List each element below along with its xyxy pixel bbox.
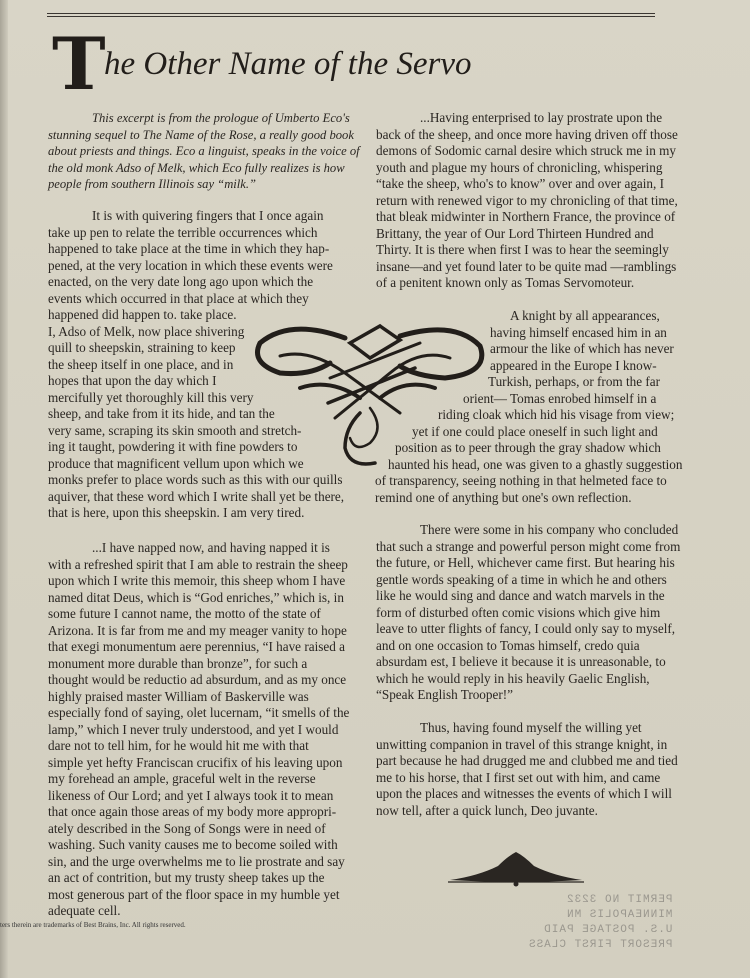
text-line: lamp,” which I never truly understood, and yet I would [48,721,339,737]
text-line: ately described in the Song of Songs were in need of [48,820,326,836]
text-line: happened to take place at the time in which they hap- [48,241,330,256]
text-line: that such a strange and powerful person might come from [376,538,681,554]
text-line: the future, or Hell, whichever came first. But hearing his [376,555,675,570]
text-line: armour the like of which has never [490,341,674,356]
text-line: thought would be reductio ad absurdum, and as my once [48,672,347,687]
text-line: part because he had drugged me and clubbed me and tied [376,753,678,768]
text-line: Thirty. It is there when first I was to hear the seemingly [376,242,669,257]
text-line: Thus, having found myself the willing yet [420,720,642,735]
intro-line: stunning sequel to The Name of the Rose, a really good book [48,127,354,142]
text-line: quill to sheepskin, straining to keep [48,340,236,355]
text-line: Brittany, the year of Our Lord Thirteen Hundred and [376,225,654,241]
stamp-line: PRESORT FIRST CLASS [528,939,673,951]
text-line: Arizona. It is far from me and my meager vanity to hope [48,622,347,638]
text-line: named ditat Deus, which is “God enriches,” which is, in [48,589,344,605]
text-line: that exegi monumentum aere perennius, “I have raised a [48,639,345,654]
text-line: enacted, on the very date long ago upon which the [48,274,314,289]
stamp-line: U.S. POSTAGE PAID [543,924,673,936]
scan-edge [0,0,8,978]
text-line: haunted his head, one was given to a ghastly suggestion [388,456,683,472]
text-line: sin, and the urge overwhelms me to lie prostrate and say [48,853,345,869]
celtic-knot-ornament [250,318,500,468]
text-line: pened, at the very location in which these events were [48,257,333,273]
text-line: that bleak midwinter in Northern France, the province of [376,209,676,224]
text-line: form of disturbed often comic visions which give him [376,604,661,620]
text-line: likeness of Our Lord; and yet I always took it to mean [48,787,334,803]
text-line: simple yet hefty Franciscan crucifix of his leaving upon [48,754,343,770]
text-line: like he would sing and dance and watch marvels in the [376,588,665,603]
intro-line: about priests and things. Eco a linguist, speaks in the voice of [48,144,360,158]
intro-line: people from southern Illinois say “milk.” [48,177,257,191]
text-line: mercifully yet thoroughly kill this very [48,389,254,405]
text-line: remind one of anything but one's own reflection. [375,489,632,505]
intro-line: This excerpt is from the prologue of Umberto Eco's [92,111,350,125]
text-line: A knight by all appearances, [510,308,660,323]
text-line: Turkish, perhaps, or from the far [488,374,661,389]
text-line: position as to peer through the gray shadow which [395,440,661,455]
text-line: upon which I write this memoir, this sheep whom I have [48,573,346,588]
text-line: unwitting companion in travel of this strange knight, in [376,736,668,752]
text-line: some future I cannot name, the motto of the state of [48,606,321,621]
text-line: adequate cell. [48,903,121,918]
text-line: especially fond of saying, olet lucernam, “it smells of the [48,705,350,720]
text-line: events which occurred in that place at which they [48,290,309,306]
floral-ornament [448,852,584,888]
text-line: I, Adso of Melk, now place shivering [48,323,245,339]
text-line: “Speak English Trooper!” [376,687,513,702]
text-line: having himself encased him in an [490,324,667,340]
text-line: aquiver, that these word which I write shall yet be there, [48,488,345,504]
text-line: and on one occasion to Tomas himself, credo quia [376,637,640,653]
text-line: appeared in the Europe I know- [490,357,657,373]
text-line: youth and plague my hours of chronicling, whispering [376,159,663,175]
text-line: most generous part of the floor space in my humble yet [48,886,340,902]
postage-indicia-bleedthrough [528,893,672,953]
text-line: of transparency, seeing nothing in that helmeted face to [375,473,667,488]
text-line: with a refreshed spirit that I am able to restrain the sheep [48,556,348,572]
text-line: sheep, and take from it its hide, and tan the [48,406,275,421]
text-line: me to his horse, that I first set out with him, and came [376,769,661,785]
text-line: ing it taught, powdering it with fine powders to [48,439,298,454]
text-line: highly praised master William of Baskerville was [48,688,309,704]
text-line: an act of contrition, but my trusty sheep takes up the [48,870,325,885]
text-line: my forehead an ample, graceful welt in the reverse [48,771,316,786]
trademark-footer: ters therein are trademarks of Best Brains, Inc. All rights reserved. [0,921,186,929]
text-line: return with renewed vigor to my chronicling of that time, [376,192,678,208]
text-line: produce that magnificent vellum upon which we [48,455,304,471]
text-line: ...Having enterprised to lay prostrate upon the [420,110,663,125]
title-text: he Other Name of the Servo [104,46,472,82]
text-line: leave to utter flights of fancy, I could only say to myself, [376,621,676,636]
stamp-line: PERMIT NO 3232 [566,894,673,906]
text-line: that is here, upon this sheepskin. I am very tired. [48,505,305,520]
text-line: monument more durable than bronze”, for such a [48,655,308,671]
text-line: riding cloak which hid his visage from view; [438,407,675,422]
stamp-line: MINNEAPOLIS MN [566,909,673,921]
text-line: orient— Tomas enrobed himself in a [463,390,657,406]
drop-cap: T [52,21,106,106]
text-line: back of the sheep, and once more having driven off those [376,126,678,142]
text-line: “take the sheep, who's to know” over and over again, I [376,176,665,191]
text-line: of a penitent known only as Tomas Servomoteur. [376,275,635,290]
text-line: insane—and yet found later to be quite mad —ramblings [376,258,677,274]
top-rule [47,13,655,14]
text-line: the sheep itself in one place, and in [48,356,234,372]
text-line: dare not to tell him, for he would hit me with that [48,738,309,753]
text-line: washing. Such vanity causes me to become soiled with [48,837,338,852]
intro-line: the old monk Adso of Melk, which Eco fully realizes is how [48,160,345,175]
text-line: that once again those areas of my body more appropri- [48,804,337,819]
text-line: which he would reply in his heavily Gaelic English, [376,670,650,686]
text-line: It is with quivering fingers that I once again [92,208,324,223]
text-line: ...I have napped now, and having napped it is [92,540,330,555]
text-line: gentle words speaking of a time in which he and others [376,571,667,587]
text-line: yet if one could place oneself in such light and [412,423,658,439]
text-line: monks prefer to place words such as this with our quills [48,472,343,487]
text-line: very same, scraping its skin smooth and stretch- [48,422,302,438]
text-line: now tell, after a quick lunch, Deo juvante. [376,802,598,818]
text-line: There were some in his company who concluded [420,522,679,537]
text-line: hopes that upon the day which I [48,373,217,388]
text-line: absurdam est, I believe it because it is unreasonable, to [376,654,666,669]
text-line: demons of Sodomic carnal desire which struck me in my [376,143,676,158]
text-line: upon the places and witnesses the events of which I will [376,786,672,801]
top-rule-inner [47,16,655,17]
text-line: happened did happen to. take place. [48,307,237,322]
text-line: take up pen to relate the terrible occurrences which [48,224,318,240]
